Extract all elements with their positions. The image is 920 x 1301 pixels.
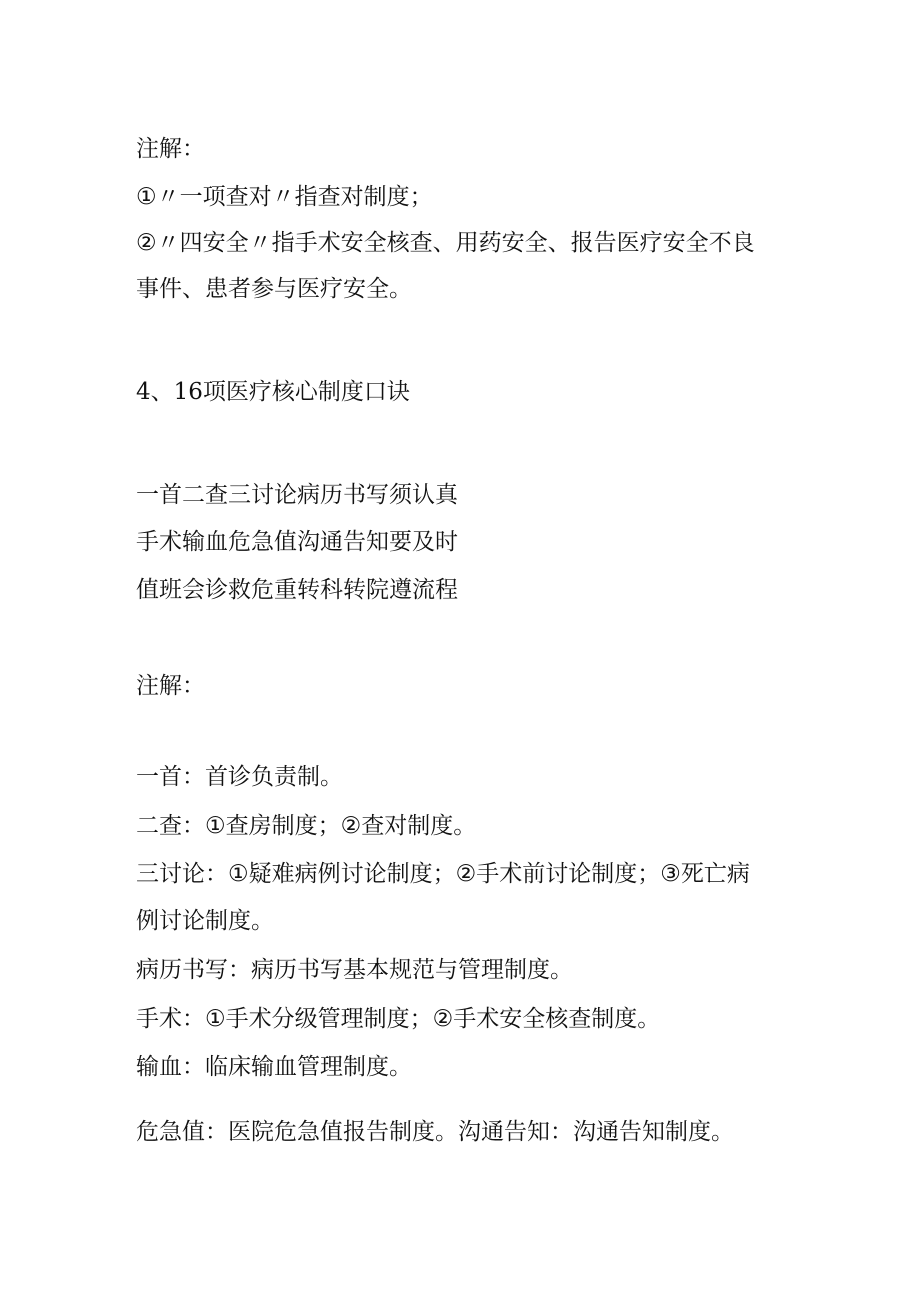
note-item: 手术：①手术分级管理制度；②手术安全核查制度。 [136,1006,661,1032]
verse-line: 值班会诊救危重转科转院遵流程 [136,577,458,603]
note-label: 注解： [136,136,205,162]
note-item: 危急值：医院危急值报告制度。沟通告知：沟通告知制度。 [136,1119,734,1145]
note-item-continuation: 例讨论制度。 [136,908,274,934]
note-item: 一首：首诊负责制。 [136,764,343,790]
section-heading: 4、16项医疗核心制度口诀 [136,379,410,405]
note-item: ②〃四安全〃指手术安全核查、用药安全、报告医疗安全不良 [136,230,755,256]
note-label: 注解： [136,673,205,699]
verse-line: 一首二查三讨论病历书写须认真 [136,482,458,508]
note-item: 输血：临床输血管理制度。 [136,1054,412,1080]
verse-line: 手术输血危急值沟通告知要及时 [136,529,458,555]
note-item: 二查：①查房制度；②查对制度。 [136,813,477,839]
note-item: 病历书写：病历书写基本规范与管理制度。 [136,957,573,983]
note-item: 三讨论：①疑难病例讨论制度；②手术前讨论制度；③死亡病 [136,861,750,887]
note-item: ①〃一项查对〃指查对制度； [136,184,433,210]
note-item-continuation: 事件、患者参与医疗安全。 [136,276,412,302]
